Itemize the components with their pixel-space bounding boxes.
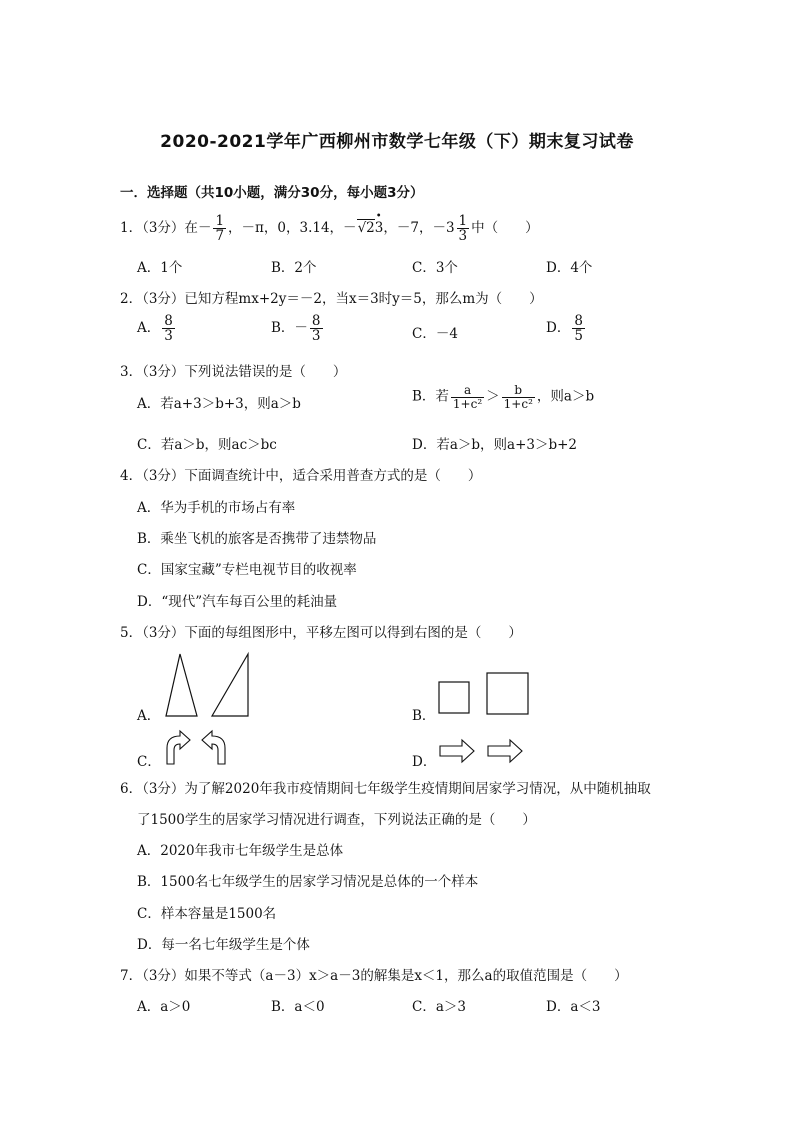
q1-option-c[interactable]: C．3个: [412, 260, 458, 276]
q1-f1-den: 7: [215, 228, 225, 245]
q2-d-num: 8: [574, 313, 583, 329]
q6-option-d[interactable]: D．每一名七年级学生是个体: [137, 937, 310, 953]
q1-fraction-2: [457, 214, 470, 243]
q4-option-d[interactable]: D．“现代”汽车每百公里的耗油量: [137, 594, 338, 610]
q3-b-den1: 1+c²: [452, 396, 483, 411]
q1-sqrt-radicand: 2: [366, 220, 375, 237]
q3-b-fraction-1: [451, 384, 484, 410]
q1-f2-num: 1: [458, 213, 468, 229]
q7-option-d[interactable]: D．a＜3: [546, 999, 601, 1015]
q4-option-a[interactable]: A．华为手机的市场占有率: [137, 500, 296, 516]
q2-d-label: D．: [546, 320, 571, 337]
q1-repeat-dot: •: [375, 211, 382, 223]
q5-option-a[interactable]: A．: [137, 708, 161, 724]
q1-tail: ，－7，－3: [383, 220, 455, 237]
q6-option-b[interactable]: B．1500名七年级学生的居家学习情况是总体的一个样本: [137, 874, 479, 890]
q3-option-a[interactable]: A．若a+3＞b+3，则a＞b: [137, 396, 301, 412]
q1-sqrt: √2: [357, 220, 375, 237]
q7-option-c[interactable]: C．a＞3: [412, 999, 466, 1015]
q2-option-c[interactable]: C．－4: [412, 326, 458, 342]
q1-repeat-digit: 3: [374, 220, 384, 237]
q6-option-a[interactable]: A．2020年我市七年级学生是总体: [137, 843, 344, 859]
q3-b-label: B．若: [412, 388, 449, 405]
q2-b-den: 3: [311, 328, 321, 345]
q2-a-label: A．: [137, 320, 161, 337]
q5-b-small-square: [439, 682, 469, 713]
q3-option-d[interactable]: D．若a＞b，则a+3＞b+2: [412, 437, 578, 453]
q1-neg: －: [197, 220, 212, 237]
q3-b-den2: 1+c²: [503, 396, 533, 411]
q1-repeat: [374, 211, 384, 237]
question-1-stem: [120, 211, 539, 245]
q5-b-squares-figure: [436, 670, 536, 720]
q5-d-right-arrow: [488, 740, 522, 762]
q5-c-left-turn-arrow: [202, 731, 225, 764]
q5-option-d[interactable]: D．: [412, 754, 437, 770]
q3-b-tail: ，则a＞b: [536, 388, 595, 405]
q5-option-c[interactable]: C．: [137, 754, 161, 770]
q5-option-b[interactable]: B．: [412, 708, 436, 724]
q3-b-num2: b: [502, 384, 535, 398]
q2-a-num: 8: [164, 313, 173, 329]
q6-option-c[interactable]: C．样本容量是1500名: [137, 906, 277, 922]
q1-option-a[interactable]: A．1个: [137, 260, 183, 276]
q2-d-fraction: [572, 314, 585, 343]
q5-d-block-arrows-figure: [438, 738, 538, 766]
q2-b-fraction: [310, 314, 323, 343]
question-6-line-1: 6．（3分）为了解2020年我市疫情期间七年级学生疫情期间居家学习情况，从中随机抽取: [120, 781, 651, 797]
q1-option-d[interactable]: D．4个: [546, 260, 593, 276]
question-4-stem: 4．（3分）下面调查统计中，适合采用普查方式的是（ ）: [120, 468, 482, 484]
question-5-stem: 5．（3分）下面的每组图形中，平移左图可以得到右图的是（ ）: [120, 625, 522, 641]
q5-a-triangles-figure: [160, 650, 260, 720]
q5-a-left-triangle: [166, 654, 197, 716]
question-7-stem: 7．（3分）如果不等式（a－3）x＞a－3的解集是x＜1，那么a的取值范围是（ ）: [120, 968, 628, 984]
q3-b-gt: ＞: [486, 388, 500, 405]
q1-fraction-1: [213, 214, 226, 243]
q7-option-b[interactable]: B．a＜0: [271, 999, 325, 1015]
q3-option-c[interactable]: C．若a＞b，则ac＞bc: [137, 437, 277, 453]
q2-a-den: 3: [164, 328, 173, 345]
q1-option-b[interactable]: B．2个: [271, 260, 317, 276]
q5-d-left-arrow: [440, 740, 474, 762]
section-heading: 一．选择题（共10小题，满分30分，每小题3分）: [120, 185, 424, 201]
q2-option-b[interactable]: [271, 314, 325, 343]
q2-b-label: B．－: [271, 320, 308, 337]
q5-a-right-triangle: [212, 654, 248, 716]
q1-prefix: 1．（3分）在: [120, 220, 198, 237]
q5-c-curved-arrows-figure: [160, 728, 235, 768]
q2-a-fraction: [162, 314, 175, 343]
q4-option-b[interactable]: B．乘坐飞机的旅客是否携带了违禁物品: [137, 531, 377, 547]
q1-end: 中（ ）: [471, 220, 539, 237]
question-6-line-2: 了1500学生的居家学习情况进行调查，下列说法正确的是（ ）: [137, 812, 536, 828]
q3-option-b[interactable]: [412, 384, 594, 410]
q2-b-num: 8: [311, 313, 321, 329]
page-title: 2020-2021学年广西柳州市数学七年级（下）期末复习试卷: [160, 132, 634, 152]
q1-f1-num: 1: [215, 213, 225, 229]
q5-c-right-turn-arrow: [167, 731, 190, 764]
q5-b-large-square: [487, 673, 528, 714]
q3-b-fraction-2: [502, 384, 535, 410]
q7-option-a[interactable]: A．a＞0: [137, 999, 191, 1015]
question-3-stem: 3．（3分）下列说法错误的是（ ）: [120, 364, 347, 380]
q4-option-c[interactable]: C．国家宝藏”专栏电视节目的收视率: [137, 562, 357, 578]
q1-mid: ，－π，0，3.14，－: [228, 220, 357, 237]
q2-option-a[interactable]: [137, 314, 177, 343]
q2-option-d[interactable]: [546, 314, 587, 343]
question-2-stem: 2．（3分）已知方程mx+2y＝－2，当x＝3时y＝5，那么m为（ ）: [120, 291, 543, 307]
q3-b-num1: a: [451, 384, 484, 398]
q1-f2-den: 3: [458, 228, 468, 245]
q2-d-den: 5: [574, 328, 583, 345]
